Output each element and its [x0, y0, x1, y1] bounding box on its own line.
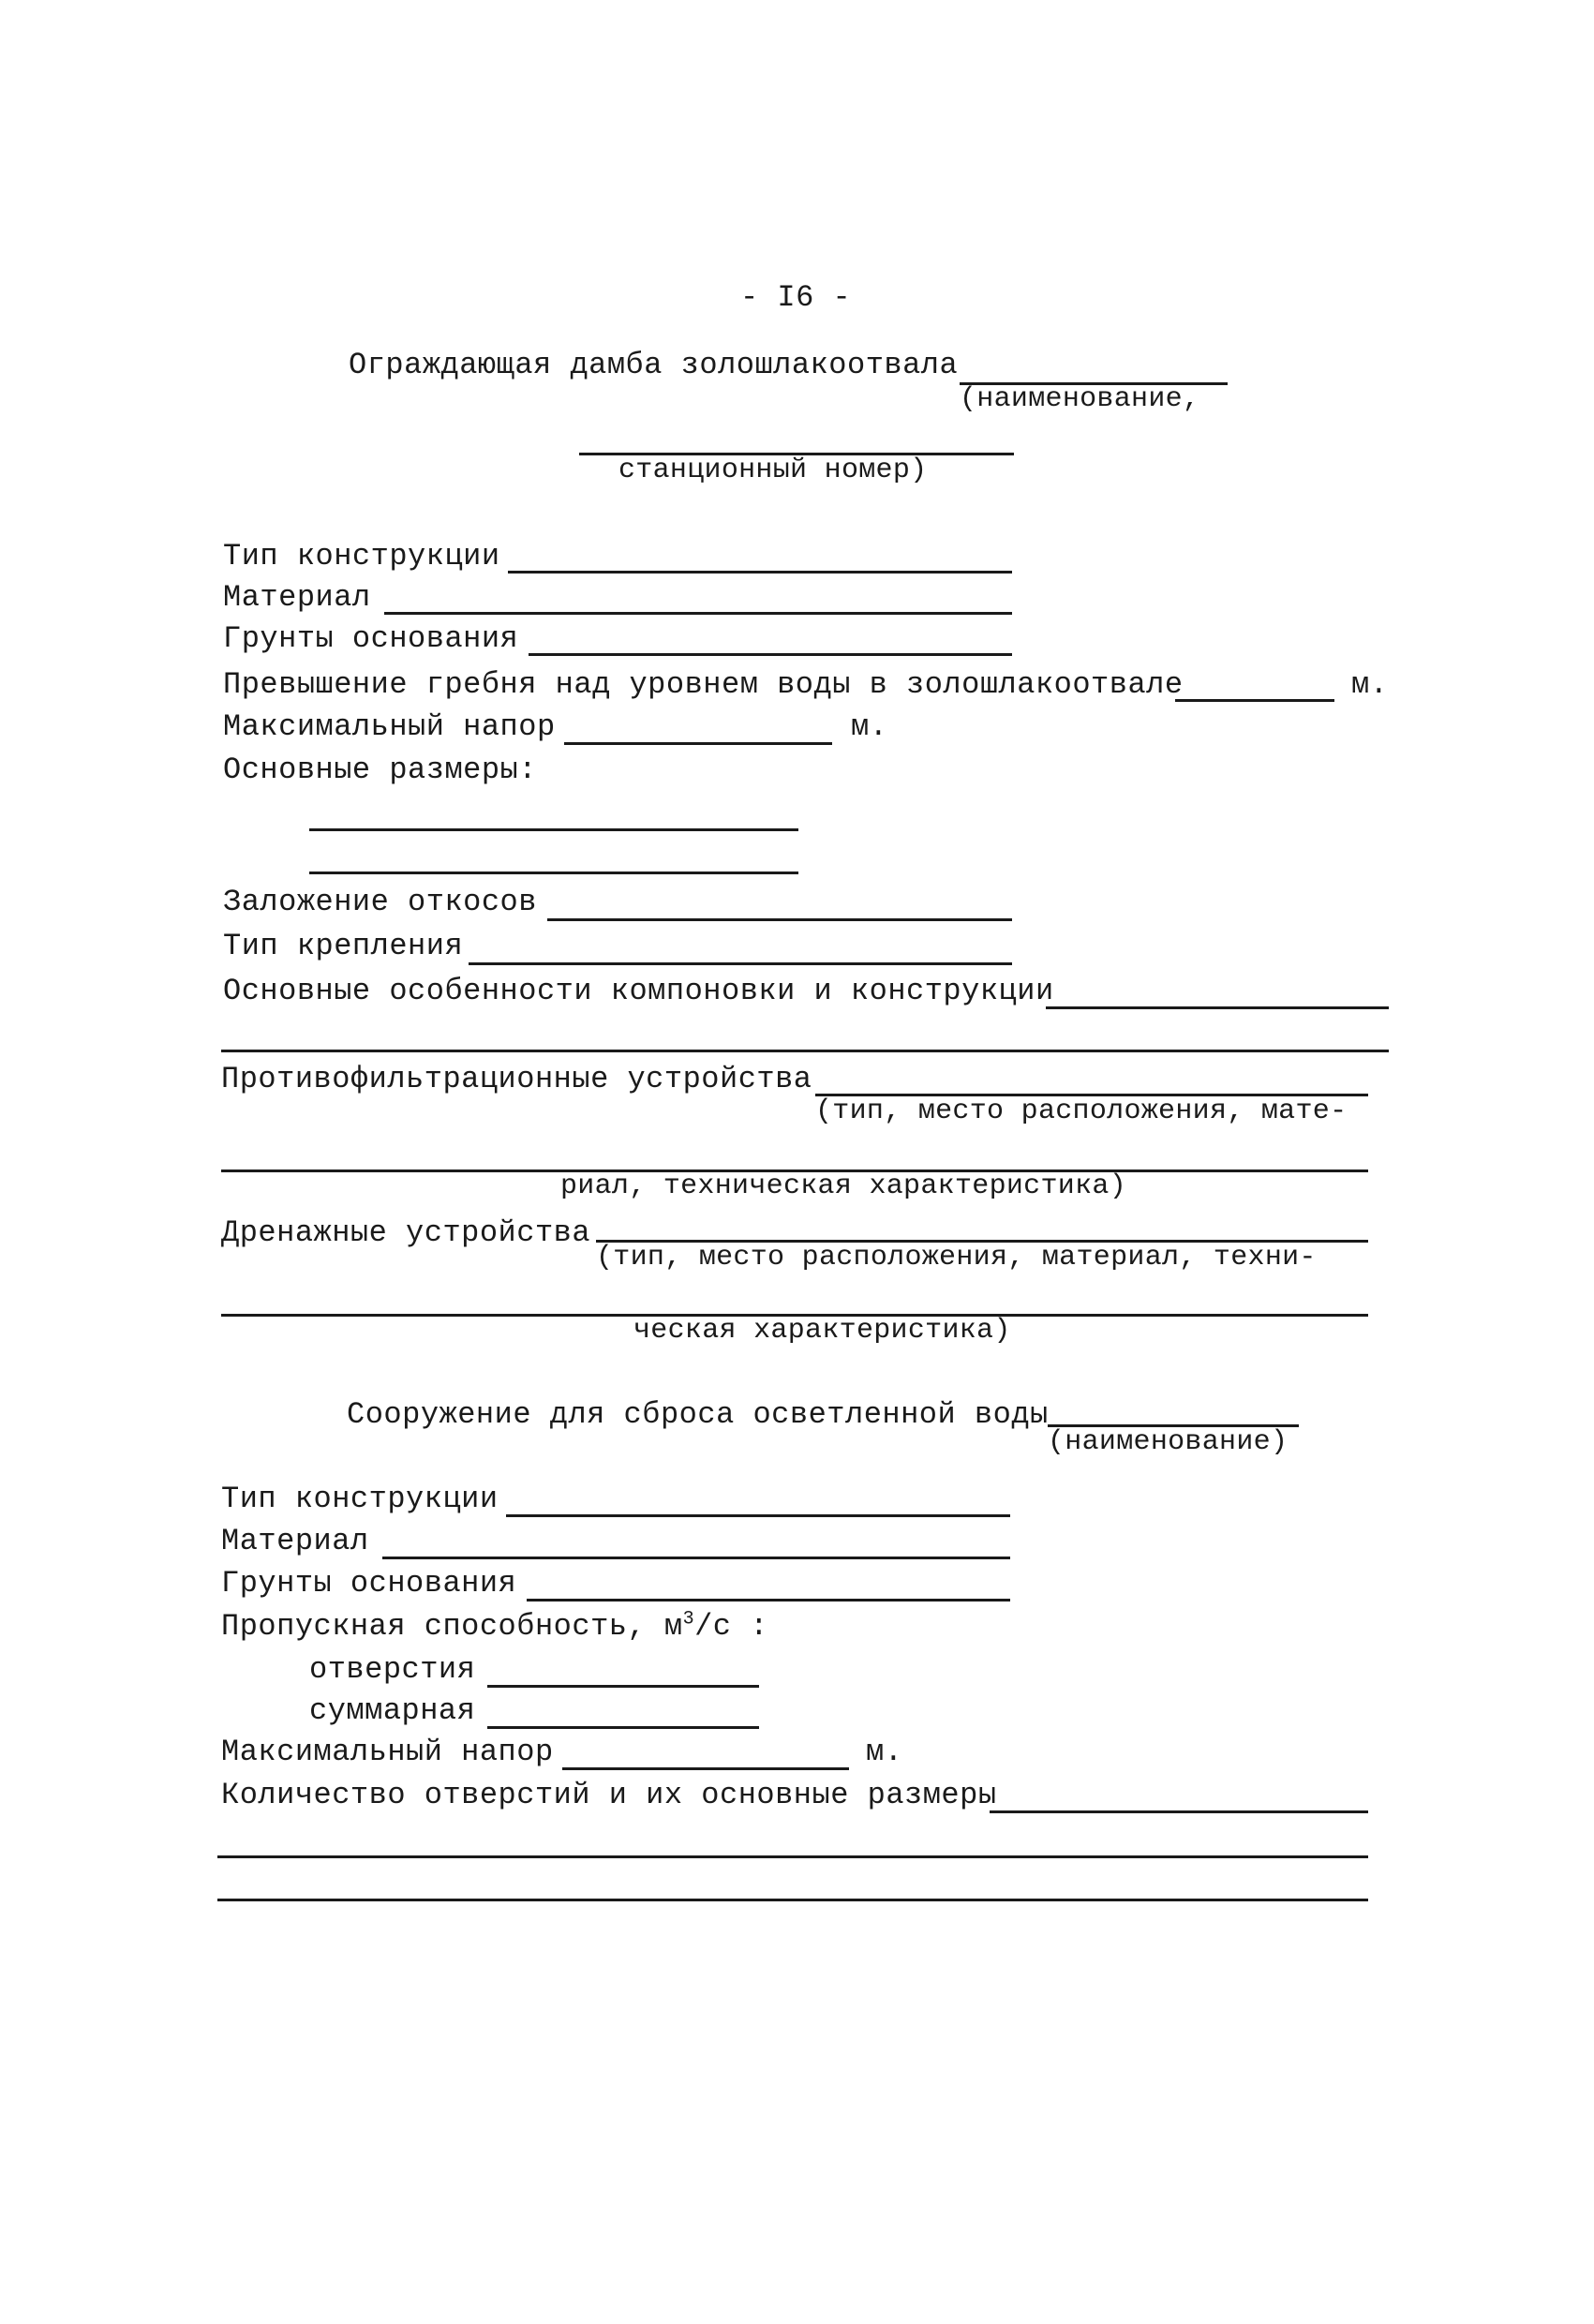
spillway-opening-label: отверстия — [309, 1652, 476, 1687]
dam-layout-features-label: Основные особенности компоновки и конструкции — [223, 974, 1054, 1008]
dam-construction-type-field[interactable] — [508, 571, 1012, 574]
spillway-capacity-label: Пропускная способность, $м^3/с$ : — [221, 1608, 768, 1644]
dam-main-dimensions-label: Основные размеры: — [223, 752, 537, 787]
dam-drainage-hint-1: (тип, место расположения, материал, техни- — [596, 1242, 1317, 1274]
dam-construction-type-label: Тип конструкции — [223, 539, 500, 574]
dam-max-head-unit: м. — [851, 709, 888, 744]
dam-crest-excess-unit: м. — [1351, 667, 1389, 702]
spillway-material-label: Материал — [221, 1524, 369, 1558]
dam-foundation-soils-label: Грунты основания — [223, 621, 519, 656]
dam-fastening-type-field[interactable] — [469, 962, 1012, 965]
spillway-openings-line-2[interactable] — [217, 1855, 1368, 1858]
spillway-construction-type-field[interactable] — [506, 1514, 1010, 1517]
dam-slope-ratio-label: Заложение откосов — [223, 885, 537, 919]
spillway-foundation-soils-label: Грунты основания — [221, 1566, 517, 1601]
dam-number-hint: станционный номер) — [618, 454, 928, 486]
dam-name-hint: (наименование, — [960, 383, 1200, 415]
spillway-max-head-label: Максимальный напор — [221, 1735, 554, 1769]
dam-slope-ratio-field[interactable] — [547, 918, 1012, 921]
spillway-total-label: суммарная — [309, 1693, 476, 1728]
dam-antifiltration-hint-2: риал, техническая характеристика) — [560, 1170, 1126, 1202]
dam-material-label: Материал — [223, 580, 371, 615]
dam-drainage-hint-2: ческая характеристика) — [633, 1315, 1011, 1347]
dam-foundation-soils-field[interactable] — [529, 653, 1012, 656]
dam-material-field[interactable] — [384, 612, 1012, 615]
dam-antifiltration-label: Противофильтрационные устройства — [221, 1062, 812, 1096]
dam-crest-excess-field[interactable] — [1175, 699, 1334, 702]
dam-antifiltration-hint-1: (тип, место расположения, мате- — [815, 1095, 1348, 1127]
page-number: - I6 - — [740, 280, 852, 315]
spillway-max-head-unit: м. — [866, 1735, 903, 1769]
spillway-opening-field[interactable] — [487, 1685, 759, 1688]
spillway-max-head-field[interactable] — [562, 1767, 849, 1770]
dam-crest-excess-label: Превышение гребня над уровнем воды в золошлакоотвале — [223, 667, 1184, 702]
spillway-name-hint: (наименование) — [1048, 1426, 1289, 1458]
spillway-material-field[interactable] — [382, 1557, 1010, 1559]
dam-max-head-label: Максимальный напор — [223, 709, 556, 744]
spillway-openings-count-label: Количество отверстий и их основные размеры — [221, 1778, 997, 1812]
spillway-openings-line-3[interactable] — [217, 1899, 1368, 1901]
spillway-construction-type-label: Тип конструкции — [221, 1482, 499, 1516]
spillway-openings-count-field[interactable] — [990, 1810, 1368, 1813]
spillway-foundation-soils-field[interactable] — [527, 1599, 1010, 1601]
spillway-total-field[interactable] — [487, 1726, 759, 1729]
dam-drainage-label: Дренажные устройства — [221, 1215, 591, 1250]
dam-layout-features-line-2[interactable] — [221, 1050, 1389, 1052]
dam-heading: Ограждающая дамба золошлакоотвала — [349, 348, 959, 382]
dam-max-head-field[interactable] — [564, 742, 832, 745]
dam-fastening-type-label: Тип крепления — [223, 929, 464, 963]
dam-dimensions-line-1[interactable] — [309, 828, 798, 831]
dam-dimensions-line-2[interactable] — [309, 872, 798, 874]
dam-layout-features-field[interactable] — [1046, 1006, 1389, 1009]
spillway-heading: Сооружение для сброса осветленной воды — [347, 1397, 1049, 1432]
